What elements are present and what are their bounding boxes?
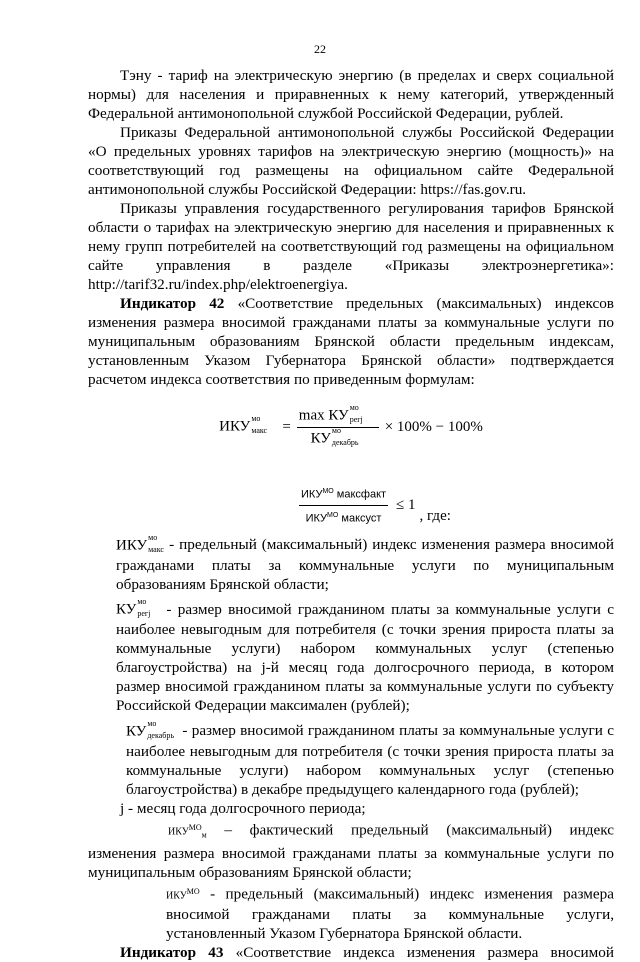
symbol-ku-regj: КУ мо регj <box>116 597 151 619</box>
definition-iku-set: $ИКУ^{МО}$ - предельный (максимальный) индекс изменения размера вносимой гражданами платы за коммунальные услуги, установленный Указом Губернатора Брянской области. <box>88 882 614 943</box>
definition-iku-fact: $ИКУ^{МО}_м$ – фактический предельный (максимальный) индекс изменения размера вносимой гражданами платы за коммунальные услуги по муниципальным образованиям Брянской области; <box>88 818 614 882</box>
paragraph-fas-orders: Приказы Федеральной антимонопольной службы Российской Федерации «О предельных уровнях тарифов на электрическую энергию (мощность)» на соответствующий год размещены на официальном сайте Федеральной антимонопольной службы Российской Федерации: https://fas.gov.ru. <box>88 124 614 198</box>
paragraph-indicator-42 <box>88 294 614 389</box>
symbol-iku-fact: $ИКУ^{МО}_м$ <box>168 822 207 840</box>
formula-tail: × 100% − 100% <box>384 418 483 435</box>
indicator-43-label: Индикатор 43 <box>120 944 224 962</box>
page-number: 22 <box>314 42 326 56</box>
definition-ku-december: КУ мо декабрь - размер вносимой гражданином платы за коммунальные услуги с наиболее невыгодным для потребителя (с точки зрения прироста платы за коммунальные услуги) набором коммунальных услуг (степенью благоустройства) в декабре предыдущего календарного года (рублей); <box>126 718 614 798</box>
paragraph-bryansk-orders: Приказы управления государственного регулирования тарифов Брянской области о тарифах на электрическую энергию для населения и приравненных к нему групп потребителей на соответствующий год размещены на официальном сайте управления в разделе «Приказы электроэнергетика»: http://tarif32.ru/index.php/elektroenergiya. <box>88 200 614 293</box>
indicator-42-text: «Соответствие предельных (максимальных) индексов изменения размера вносимой гражданами платы за коммунальные услуги по муниципальным образованиям Брянской области предельным индексам, установленным Указом Губернатора Брянской области» подтверждается расчетом индекса соответствия по приведенным формулам: <box>88 295 614 388</box>
symbol-ku-december: КУ мо декабрь <box>126 718 174 740</box>
symbol-iku-max: ИКУ мо макс <box>116 532 164 554</box>
definition-iku-max: ИКУ мо макс - предельный (максимальный) индекс изменения размера вносимой гражданами платы за коммунальные услуги по муниципальным образованиям Брянской области; <box>116 532 614 593</box>
symbol-iku-set: $ИКУ^{МО}$ <box>166 887 200 902</box>
formula-fraction <box>297 402 379 449</box>
formula-compliance-leq: ≤ 1 <box>396 496 416 513</box>
indicator-43-text: «Соответствие индекса изменения размера вносимой <box>223 944 614 962</box>
formula-equals: = <box>282 418 291 435</box>
definition-ku-regj: КУ мо регj - размер вносимой гражданином платы за коммунальные услуги с наиболее невыгодным для потребителя (с точки зрения прироста платы за коммунальные услуги) набором коммунальных услуг (степенью благоустройства) на j-й месяц года долгосрочного периода, в котором размер вносимой гражданином платы за коммунальные услуги по субъекту Российской Федерации максимален (рублей); <box>116 597 614 715</box>
formula-compliance <box>88 475 614 535</box>
definition-j: j - месяц года долгосрочного периода; <box>120 799 366 817</box>
indicator-42-label: Индикатор 42 <box>120 295 225 312</box>
formula-compliance-fraction <box>299 483 388 527</box>
formula-lhs: ИКУ мо макс <box>219 414 268 435</box>
formula-numerator: max КУ мо регj <box>297 406 379 428</box>
formula-compliance-numerator: $ИКУ^{МО}$ максфакт <box>299 483 388 506</box>
page-content <box>88 66 614 962</box>
paragraph-tariff: Тэну - тариф на электрическую энергию (в пределах и сверх социальной нормы) для населения и приравненных к нему категорий, утвержденный Федеральной антимонопольной службой Российской Федерации, рублей. <box>88 67 614 122</box>
formula-denominator: КУ мо декабрь <box>310 425 359 447</box>
formula-compliance-denominator: $ИКУ^{МО}$ максуст <box>305 511 382 525</box>
formula-where: , где: <box>419 507 451 524</box>
formula-index-max <box>88 397 614 457</box>
paragraph-indicator-43 <box>88 943 614 962</box>
